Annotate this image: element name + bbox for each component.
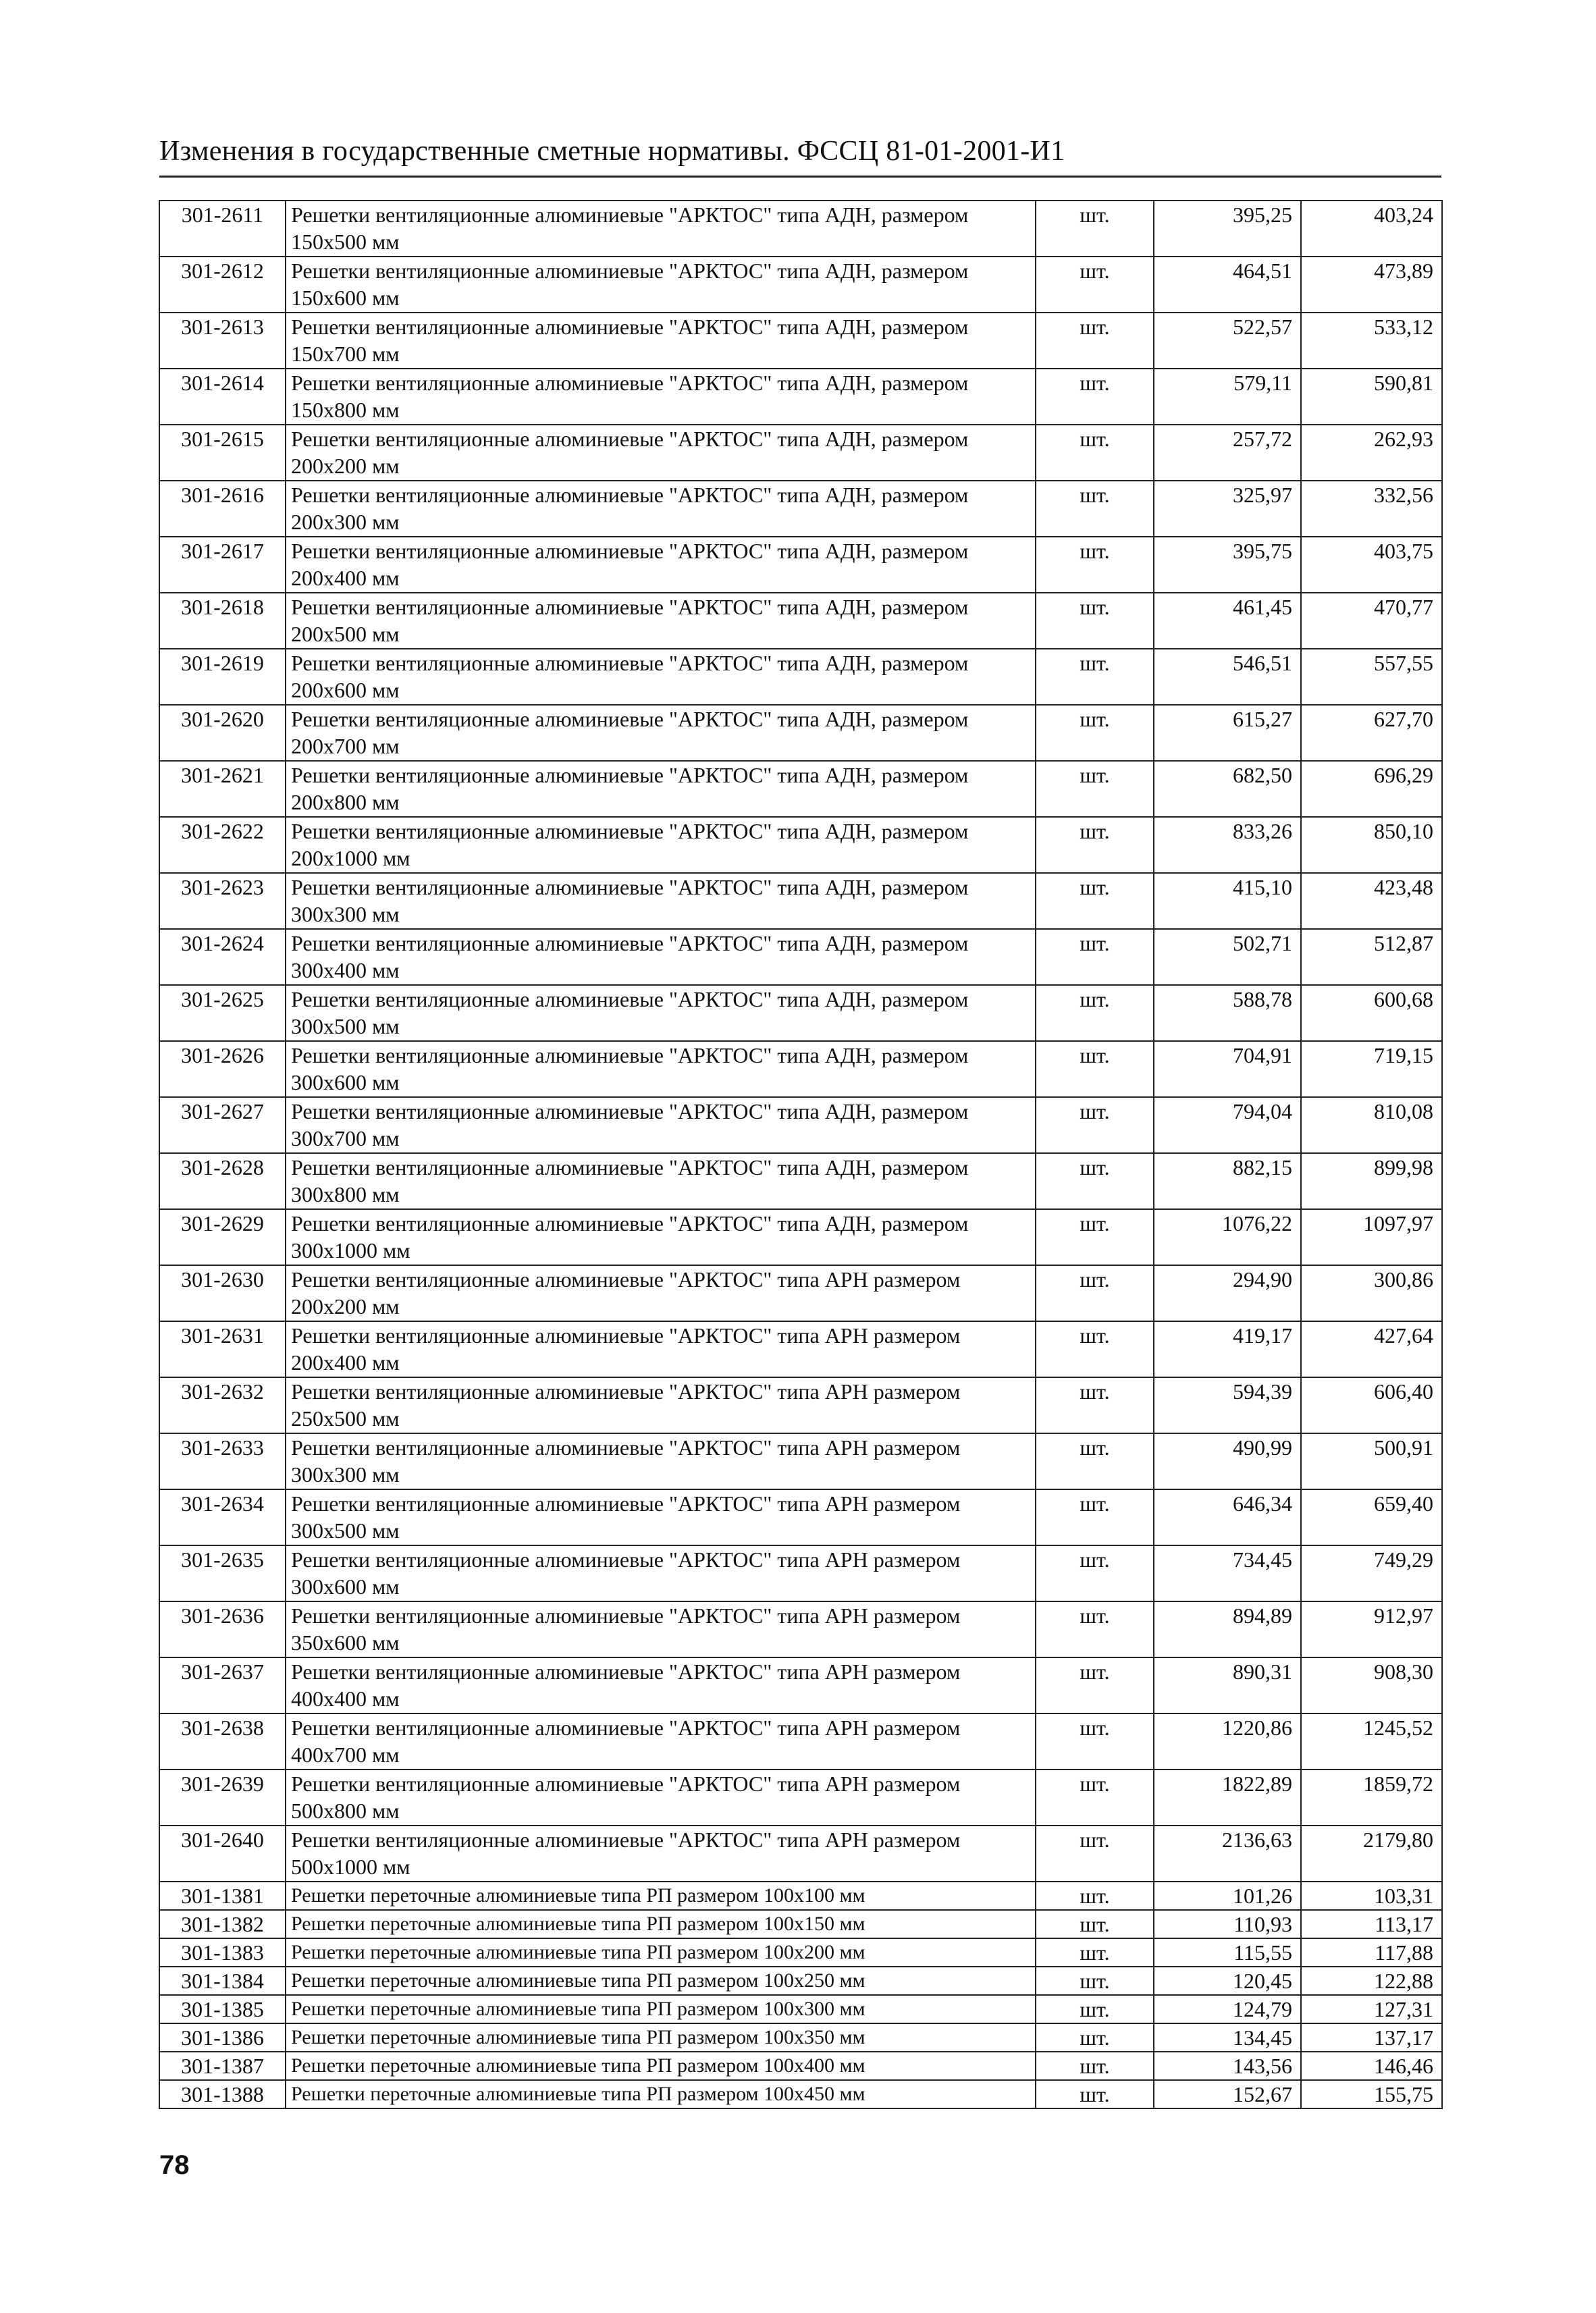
table-row: [159, 1601, 1442, 1657]
row-code-cell: 301-1382: [159, 1910, 286, 1938]
row-code-cell: 301-2635: [159, 1545, 286, 1601]
row-description-cell: Решетки вентиляционные алюминиевые "АРКТОС" типа АРН размером 200x400 мм: [286, 1321, 1036, 1377]
table-row: [159, 369, 1442, 425]
row-price-cell: 395,75: [1154, 537, 1301, 593]
row-description-cell: Решетки вентиляционные алюминиевые "АРКТОС" типа АДН, размером 150x800 мм: [286, 369, 1036, 425]
row-price-cell: 594,39: [1154, 1377, 1301, 1433]
row-code-cell: 301-2624: [159, 929, 286, 985]
row-code-cell: 301-2633: [159, 1433, 286, 1489]
row-code-cell: 301-2637: [159, 1657, 286, 1713]
table-row: [159, 1910, 1442, 1938]
row-description-cell: Решетки вентиляционные алюминиевые "АРКТОС" типа АДН, размером 200x500 мм: [286, 593, 1036, 649]
row-unit-cell: шт.: [1036, 1882, 1154, 1910]
row-price-indexed-cell: 908,30: [1301, 1657, 1442, 1713]
row-description-cell: Решетки переточные алюминиевые типа РП размером 100x350 мм: [286, 2023, 1036, 2052]
row-price-indexed-cell: 423,48: [1301, 873, 1442, 929]
row-unit-cell: шт.: [1036, 2023, 1154, 2052]
row-code-cell: 301-2628: [159, 1153, 286, 1209]
table-row: [159, 537, 1442, 593]
row-code-cell: 301-2613: [159, 313, 286, 369]
row-unit-cell: шт.: [1036, 1321, 1154, 1377]
row-code-cell: 301-2636: [159, 1601, 286, 1657]
row-description-cell: Решетки вентиляционные алюминиевые "АРКТОС" типа АРН размером 300x300 мм: [286, 1433, 1036, 1489]
row-price-cell: 502,71: [1154, 929, 1301, 985]
table-row: [159, 1489, 1442, 1545]
row-description-cell: Решетки вентиляционные алюминиевые "АРКТОС" типа АДН, размером 200x200 мм: [286, 425, 1036, 481]
row-description-cell: Решетки переточные алюминиевые типа РП размером 100x450 мм: [286, 2080, 1036, 2108]
row-price-cell: 890,31: [1154, 1657, 1301, 1713]
row-price-indexed-cell: 470,77: [1301, 593, 1442, 649]
table-row: [159, 1209, 1442, 1265]
row-unit-cell: шт.: [1036, 1209, 1154, 1265]
row-price-cell: 461,45: [1154, 593, 1301, 649]
table-row: [159, 1041, 1442, 1097]
row-code-cell: 301-2625: [159, 985, 286, 1041]
row-description-cell: Решетки вентиляционные алюминиевые "АРКТОС" типа АДН, размером 200x800 мм: [286, 761, 1036, 817]
row-price-indexed-cell: 899,98: [1301, 1153, 1442, 1209]
row-unit-cell: шт.: [1036, 929, 1154, 985]
table-row: [159, 761, 1442, 817]
row-unit-cell: шт.: [1036, 1265, 1154, 1321]
row-price-cell: 257,72: [1154, 425, 1301, 481]
row-code-cell: 301-2632: [159, 1377, 286, 1433]
row-description-cell: Решетки вентиляционные алюминиевые "АРКТОС" типа АДН, размером 200x400 мм: [286, 537, 1036, 593]
row-price-indexed-cell: 696,29: [1301, 761, 1442, 817]
row-price-cell: 110,93: [1154, 1910, 1301, 1938]
row-code-cell: 301-1384: [159, 1967, 286, 1995]
row-price-indexed-cell: 912,97: [1301, 1601, 1442, 1657]
row-unit-cell: шт.: [1036, 369, 1154, 425]
row-price-indexed-cell: 403,75: [1301, 537, 1442, 593]
row-price-indexed-cell: 590,81: [1301, 369, 1442, 425]
price-table-container: [159, 200, 1441, 2109]
row-description-cell: Решетки переточные алюминиевые типа РП размером 100x250 мм: [286, 1967, 1036, 1995]
row-code-cell: 301-2618: [159, 593, 286, 649]
row-unit-cell: шт.: [1036, 425, 1154, 481]
row-unit-cell: шт.: [1036, 705, 1154, 761]
table-row: [159, 481, 1442, 537]
row-price-indexed-cell: 146,46: [1301, 2052, 1442, 2080]
table-row: [159, 2080, 1442, 2108]
row-unit-cell: шт.: [1036, 313, 1154, 369]
table-row: [159, 1153, 1442, 1209]
header-divider: [159, 176, 1441, 178]
row-price-cell: 704,91: [1154, 1041, 1301, 1097]
row-price-cell: 794,04: [1154, 1097, 1301, 1153]
table-row: [159, 2023, 1442, 2052]
row-price-indexed-cell: 262,93: [1301, 425, 1442, 481]
row-unit-cell: шт.: [1036, 257, 1154, 313]
row-description-cell: Решетки вентиляционные алюминиевые "АРКТОС" типа АДН, размером 200x600 мм: [286, 649, 1036, 705]
row-description-cell: Решетки вентиляционные алюминиевые "АРКТОС" типа АДН, размером 200x1000 мм: [286, 817, 1036, 873]
row-description-cell: Решетки вентиляционные алюминиевые "АРКТОС" типа АДН, размером 200x300 мм: [286, 481, 1036, 537]
row-description-cell: Решетки вентиляционные алюминиевые "АРКТОС" типа АРН размером 400x700 мм: [286, 1713, 1036, 1770]
row-code-cell: 301-2614: [159, 369, 286, 425]
row-code-cell: 301-2617: [159, 537, 286, 593]
row-price-indexed-cell: 533,12: [1301, 313, 1442, 369]
row-code-cell: 301-2620: [159, 705, 286, 761]
row-price-cell: 294,90: [1154, 1265, 1301, 1321]
row-price-indexed-cell: 1097,97: [1301, 1209, 1442, 1265]
row-price-cell: 490,99: [1154, 1433, 1301, 1489]
row-price-cell: 588,78: [1154, 985, 1301, 1041]
price-table-body: [159, 201, 1442, 2108]
row-code-cell: 301-2627: [159, 1097, 286, 1153]
row-price-cell: 615,27: [1154, 705, 1301, 761]
row-code-cell: 301-1385: [159, 1995, 286, 2023]
row-code-cell: 301-2626: [159, 1041, 286, 1097]
row-price-indexed-cell: 600,68: [1301, 985, 1442, 1041]
row-description-cell: Решетки вентиляционные алюминиевые "АРКТОС" типа АРН размером 350x600 мм: [286, 1601, 1036, 1657]
row-price-indexed-cell: 1859,72: [1301, 1770, 1442, 1826]
row-price-indexed-cell: 332,56: [1301, 481, 1442, 537]
row-unit-cell: шт.: [1036, 1489, 1154, 1545]
row-price-cell: 522,57: [1154, 313, 1301, 369]
row-unit-cell: шт.: [1036, 201, 1154, 257]
row-price-indexed-cell: 557,55: [1301, 649, 1442, 705]
row-unit-cell: шт.: [1036, 1938, 1154, 1967]
row-price-cell: 646,34: [1154, 1489, 1301, 1545]
row-unit-cell: шт.: [1036, 537, 1154, 593]
table-row: [159, 1097, 1442, 1153]
row-code-cell: 301-2623: [159, 873, 286, 929]
row-description-cell: Решетки вентиляционные алюминиевые "АРКТОС" типа АДН, размером 200x700 мм: [286, 705, 1036, 761]
row-code-cell: 301-1383: [159, 1938, 286, 1967]
row-price-cell: 134,45: [1154, 2023, 1301, 2052]
price-table: [159, 200, 1443, 2109]
row-code-cell: 301-2612: [159, 257, 286, 313]
row-price-cell: 120,45: [1154, 1967, 1301, 1995]
row-price-indexed-cell: 117,88: [1301, 1938, 1442, 1967]
row-unit-cell: шт.: [1036, 1433, 1154, 1489]
row-code-cell: 301-2621: [159, 761, 286, 817]
table-row: [159, 1321, 1442, 1377]
row-unit-cell: шт.: [1036, 1041, 1154, 1097]
row-price-cell: 833,26: [1154, 817, 1301, 873]
row-price-cell: 415,10: [1154, 873, 1301, 929]
row-unit-cell: шт.: [1036, 481, 1154, 537]
row-price-indexed-cell: 1245,52: [1301, 1713, 1442, 1770]
row-code-cell: 301-2639: [159, 1770, 286, 1826]
row-unit-cell: шт.: [1036, 649, 1154, 705]
row-description-cell: Решетки вентиляционные алюминиевые "АРКТОС" типа АРН размером 300x600 мм: [286, 1545, 1036, 1601]
row-unit-cell: шт.: [1036, 761, 1154, 817]
table-row: [159, 929, 1442, 985]
row-unit-cell: шт.: [1036, 1545, 1154, 1601]
row-description-cell: Решетки переточные алюминиевые типа РП размером 100x300 мм: [286, 1995, 1036, 2023]
row-description-cell: Решетки вентиляционные алюминиевые "АРКТОС" типа АДН, размером 300x300 мм: [286, 873, 1036, 929]
row-description-cell: Решетки вентиляционные алюминиевые "АРКТОС" типа АРН размером 250x500 мм: [286, 1377, 1036, 1433]
row-price-cell: 579,11: [1154, 369, 1301, 425]
table-row: [159, 873, 1442, 929]
row-unit-cell: шт.: [1036, 1967, 1154, 1995]
row-description-cell: Решетки переточные алюминиевые типа РП размером 100x400 мм: [286, 2052, 1036, 2080]
row-description-cell: Решетки вентиляционные алюминиевые "АРКТОС" типа АДН, размером 300x400 мм: [286, 929, 1036, 985]
row-code-cell: 301-2611: [159, 201, 286, 257]
table-row: [159, 1770, 1442, 1826]
table-row: [159, 1938, 1442, 1967]
row-unit-cell: шт.: [1036, 1097, 1154, 1153]
row-price-cell: 546,51: [1154, 649, 1301, 705]
row-price-indexed-cell: 749,29: [1301, 1545, 1442, 1601]
row-description-cell: Решетки вентиляционные алюминиевые "АРКТОС" типа АДН, размером 150x600 мм: [286, 257, 1036, 313]
row-description-cell: Решетки вентиляционные алюминиевые "АРКТОС" типа АДН, размером 150x500 мм: [286, 201, 1036, 257]
row-description-cell: Решетки вентиляционные алюминиевые "АРКТОС" типа АРН размером 400x400 мм: [286, 1657, 1036, 1713]
table-row: [159, 1967, 1442, 1995]
row-price-indexed-cell: 512,87: [1301, 929, 1442, 985]
row-unit-cell: шт.: [1036, 1713, 1154, 1770]
row-unit-cell: шт.: [1036, 1377, 1154, 1433]
row-price-indexed-cell: 122,88: [1301, 1967, 1442, 1995]
table-row: [159, 1882, 1442, 1910]
row-price-indexed-cell: 403,24: [1301, 201, 1442, 257]
row-price-indexed-cell: 627,70: [1301, 705, 1442, 761]
table-row: [159, 1377, 1442, 1433]
row-code-cell: 301-2630: [159, 1265, 286, 1321]
table-row: [159, 985, 1442, 1041]
table-row: [159, 817, 1442, 873]
row-unit-cell: шт.: [1036, 873, 1154, 929]
row-description-cell: Решетки вентиляционные алюминиевые "АРКТОС" типа АРН размером 300x500 мм: [286, 1489, 1036, 1545]
row-price-cell: 115,55: [1154, 1938, 1301, 1967]
row-description-cell: Решетки вентиляционные алюминиевые "АРКТОС" типа АДН, размером 300x800 мм: [286, 1153, 1036, 1209]
row-unit-cell: шт.: [1036, 1910, 1154, 1938]
row-unit-cell: шт.: [1036, 817, 1154, 873]
row-unit-cell: шт.: [1036, 2080, 1154, 2108]
table-row: [159, 257, 1442, 313]
row-description-cell: Решетки переточные алюминиевые типа РП размером 100x200 мм: [286, 1938, 1036, 1967]
row-unit-cell: шт.: [1036, 1826, 1154, 1882]
row-price-indexed-cell: 113,17: [1301, 1910, 1442, 1938]
table-row: [159, 313, 1442, 369]
row-price-cell: 395,25: [1154, 201, 1301, 257]
row-price-cell: 1822,89: [1154, 1770, 1301, 1826]
row-description-cell: Решетки вентиляционные алюминиевые "АРКТОС" типа АДН, размером 300x1000 мм: [286, 1209, 1036, 1265]
table-row: [159, 705, 1442, 761]
table-row: [159, 1713, 1442, 1770]
row-price-cell: 682,50: [1154, 761, 1301, 817]
row-price-indexed-cell: 719,15: [1301, 1041, 1442, 1097]
page-number: 78: [159, 2150, 190, 2180]
row-code-cell: 301-2619: [159, 649, 286, 705]
row-code-cell: 301-1386: [159, 2023, 286, 2052]
row-description-cell: Решетки вентиляционные алюминиевые "АРКТОС" типа АДН, размером 300x700 мм: [286, 1097, 1036, 1153]
row-description-cell: Решетки вентиляционные алюминиевые "АРКТОС" типа АДН, размером 300x600 мм: [286, 1041, 1036, 1097]
row-price-indexed-cell: 659,40: [1301, 1489, 1442, 1545]
row-price-cell: 1220,86: [1154, 1713, 1301, 1770]
row-code-cell: 301-2616: [159, 481, 286, 537]
row-price-cell: 1076,22: [1154, 1209, 1301, 1265]
row-unit-cell: шт.: [1036, 985, 1154, 1041]
row-code-cell: 301-2634: [159, 1489, 286, 1545]
row-price-indexed-cell: 850,10: [1301, 817, 1442, 873]
row-price-cell: 152,67: [1154, 2080, 1301, 2108]
row-unit-cell: шт.: [1036, 1995, 1154, 2023]
row-description-cell: Решетки вентиляционные алюминиевые "АРКТОС" типа АРН размером 500x1000 мм: [286, 1826, 1036, 1882]
row-unit-cell: шт.: [1036, 2052, 1154, 2080]
row-unit-cell: шт.: [1036, 1601, 1154, 1657]
row-description-cell: Решетки переточные алюминиевые типа РП размером 100x150 мм: [286, 1910, 1036, 1938]
table-row: [159, 1545, 1442, 1601]
row-code-cell: 301-1388: [159, 2080, 286, 2108]
row-code-cell: 301-2640: [159, 1826, 286, 1882]
table-row: [159, 649, 1442, 705]
row-description-cell: Решетки вентиляционные алюминиевые "АРКТОС" типа АДН, размером 150x700 мм: [286, 313, 1036, 369]
row-code-cell: 301-2615: [159, 425, 286, 481]
row-price-indexed-cell: 810,08: [1301, 1097, 1442, 1153]
table-row: [159, 2052, 1442, 2080]
row-price-indexed-cell: 155,75: [1301, 2080, 1442, 2108]
row-price-cell: 101,26: [1154, 1882, 1301, 1910]
row-price-indexed-cell: 606,40: [1301, 1377, 1442, 1433]
row-description-cell: Решетки вентиляционные алюминиевые "АРКТОС" типа АДН, размером 300x500 мм: [286, 985, 1036, 1041]
row-price-cell: 419,17: [1154, 1321, 1301, 1377]
row-price-indexed-cell: 2179,80: [1301, 1826, 1442, 1882]
row-price-cell: 882,15: [1154, 1153, 1301, 1209]
row-unit-cell: шт.: [1036, 1153, 1154, 1209]
row-price-cell: 2136,63: [1154, 1826, 1301, 1882]
row-price-cell: 894,89: [1154, 1601, 1301, 1657]
row-price-cell: 124,79: [1154, 1995, 1301, 2023]
table-row: [159, 1826, 1442, 1882]
row-price-indexed-cell: 137,17: [1301, 2023, 1442, 2052]
row-price-indexed-cell: 127,31: [1301, 1995, 1442, 2023]
row-price-cell: 325,97: [1154, 481, 1301, 537]
row-price-indexed-cell: 103,31: [1301, 1882, 1442, 1910]
row-description-cell: Решетки вентиляционные алюминиевые "АРКТОС" типа АРН размером 200x200 мм: [286, 1265, 1036, 1321]
table-row: [159, 201, 1442, 257]
row-description-cell: Решетки вентиляционные алюминиевые "АРКТОС" типа АРН размером 500x800 мм: [286, 1770, 1036, 1826]
row-code-cell: 301-2638: [159, 1713, 286, 1770]
row-price-cell: 734,45: [1154, 1545, 1301, 1601]
row-unit-cell: шт.: [1036, 593, 1154, 649]
row-code-cell: 301-2629: [159, 1209, 286, 1265]
row-code-cell: 301-2622: [159, 817, 286, 873]
row-price-cell: 143,56: [1154, 2052, 1301, 2080]
row-code-cell: 301-1387: [159, 2052, 286, 2080]
table-row: [159, 593, 1442, 649]
row-unit-cell: шт.: [1036, 1657, 1154, 1713]
row-price-indexed-cell: 427,64: [1301, 1321, 1442, 1377]
table-row: [159, 1433, 1442, 1489]
table-row: [159, 1657, 1442, 1713]
table-row: [159, 1995, 1442, 2023]
row-price-indexed-cell: 300,86: [1301, 1265, 1442, 1321]
row-price-indexed-cell: 473,89: [1301, 257, 1442, 313]
row-price-indexed-cell: 500,91: [1301, 1433, 1442, 1489]
table-row: [159, 1265, 1442, 1321]
row-description-cell: Решетки переточные алюминиевые типа РП размером 100x100 мм: [286, 1882, 1036, 1910]
row-price-cell: 464,51: [1154, 257, 1301, 313]
table-row: [159, 425, 1442, 481]
row-unit-cell: шт.: [1036, 1770, 1154, 1826]
page-header-title: Изменения в государственные сметные нормативы. ФССЦ 81-01-2001-И1: [159, 136, 1065, 167]
row-code-cell: 301-2631: [159, 1321, 286, 1377]
row-code-cell: 301-1381: [159, 1882, 286, 1910]
